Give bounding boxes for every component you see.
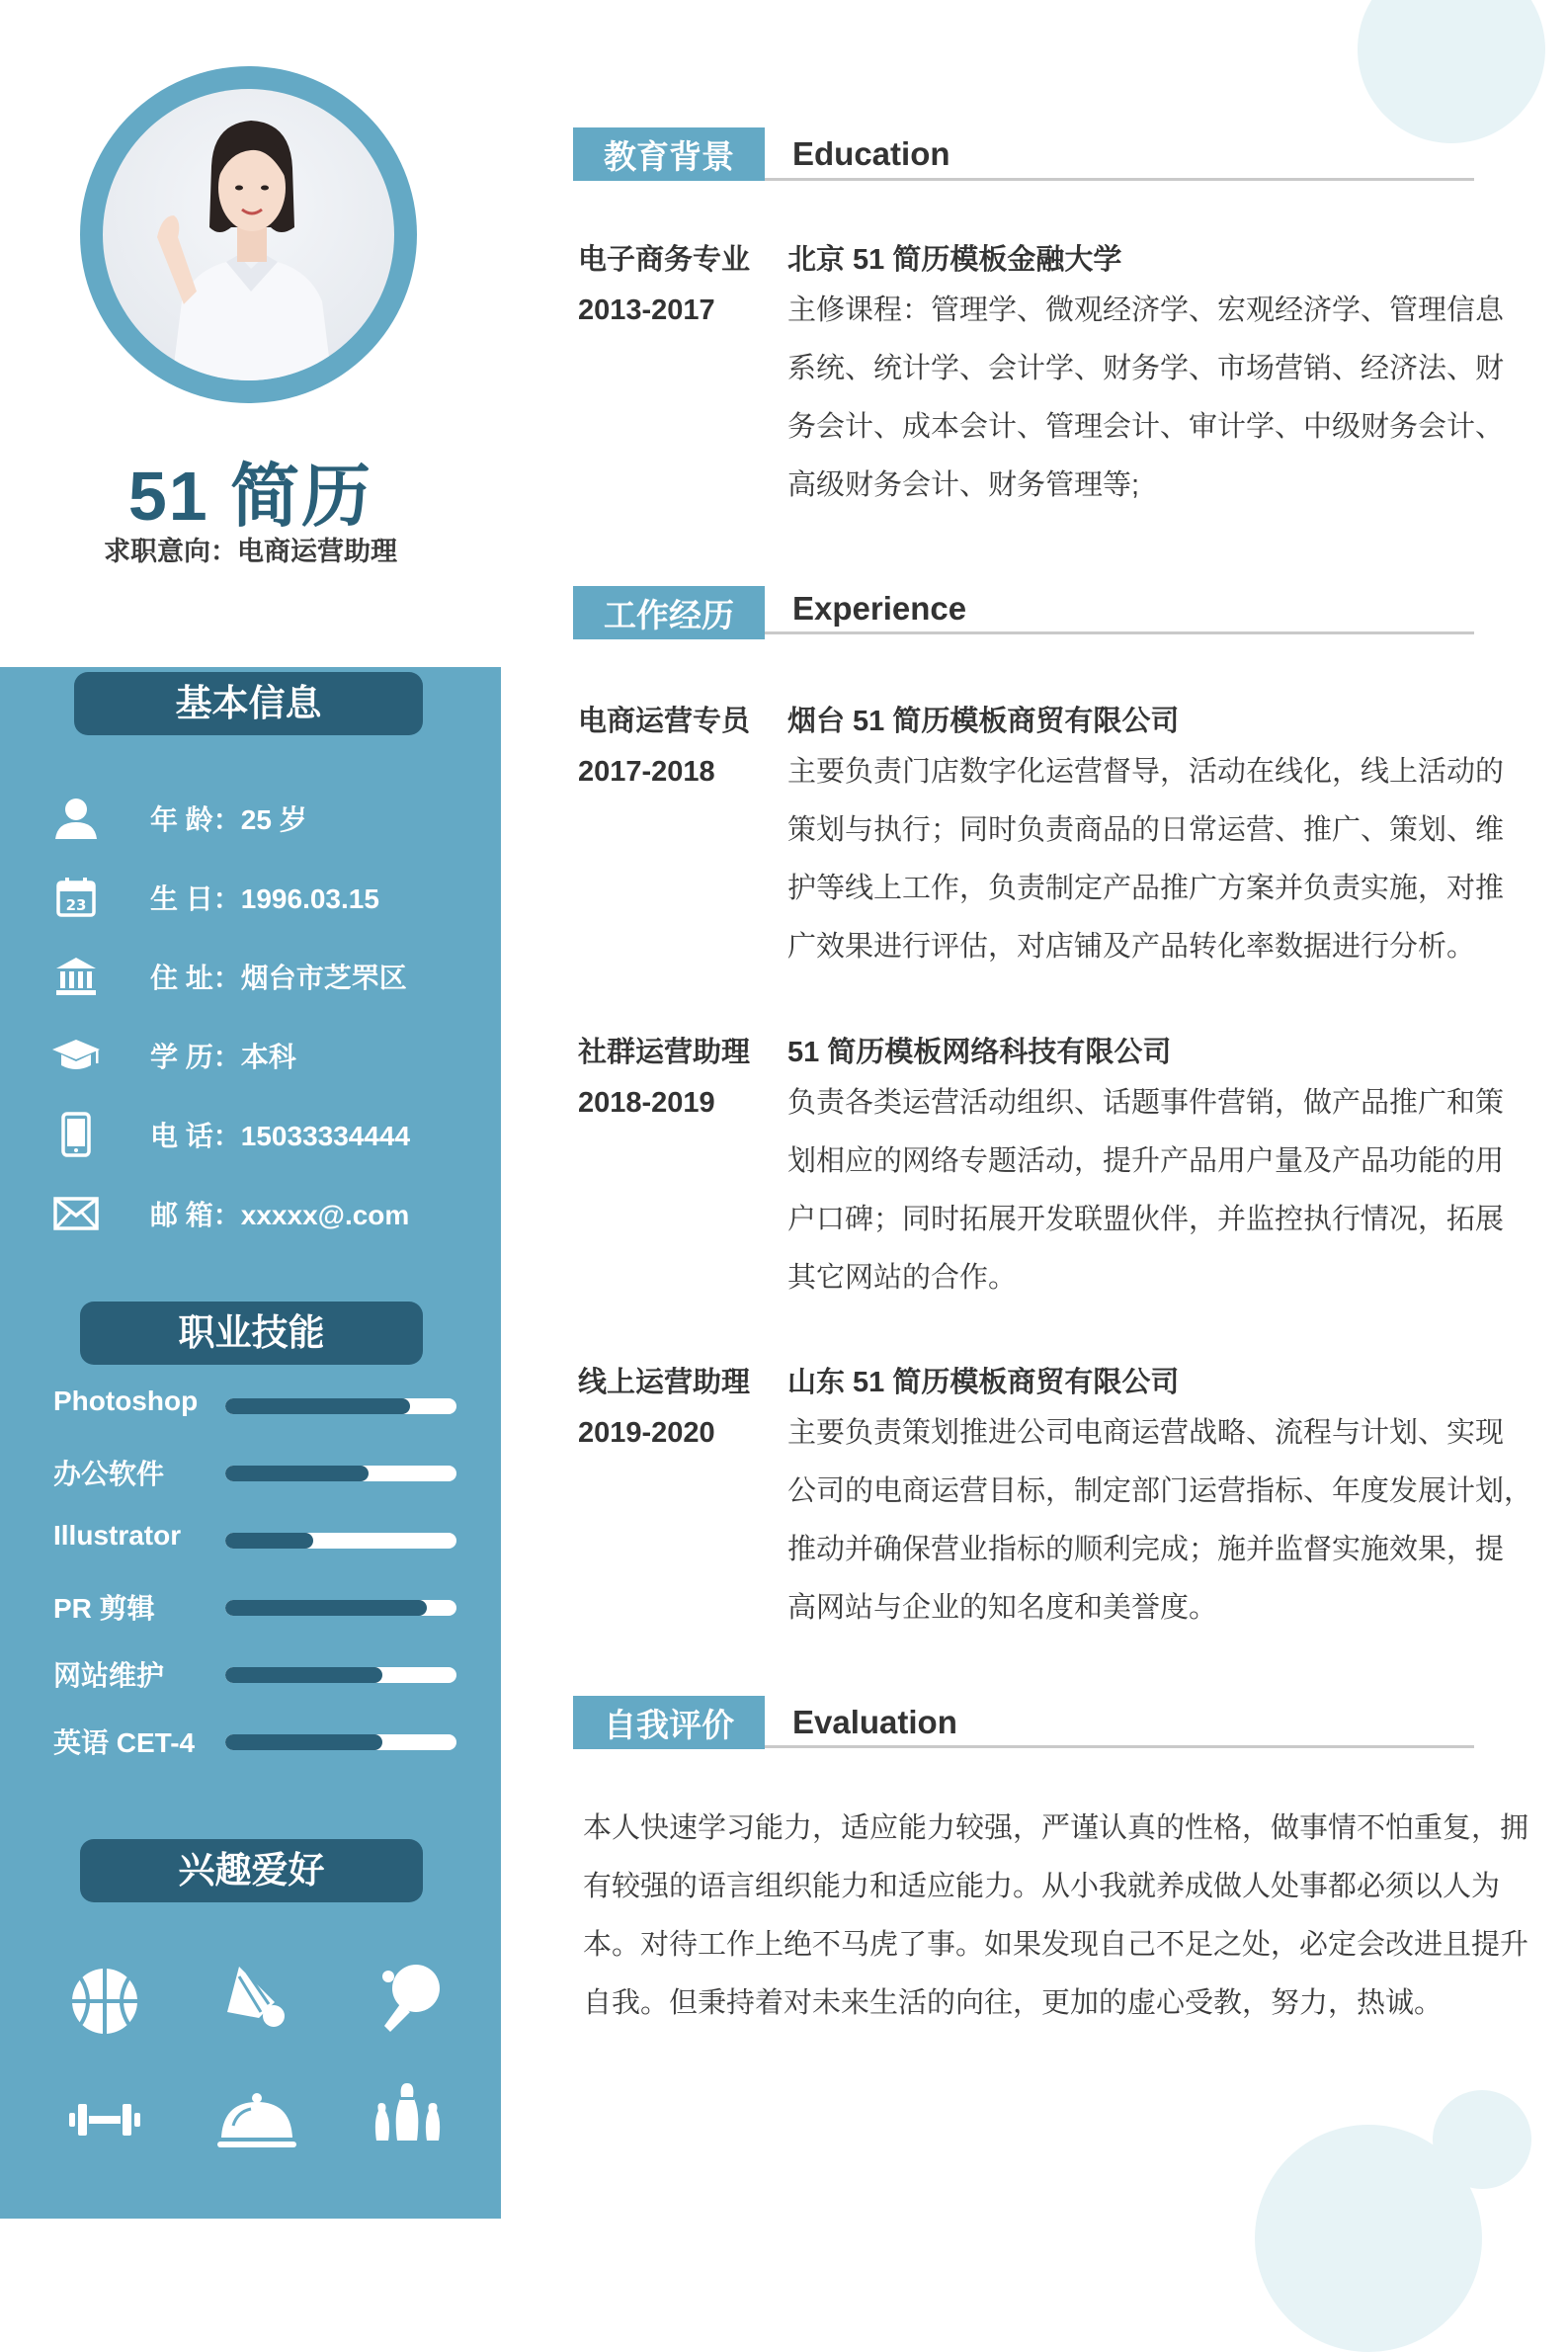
job-line: 其它网站的合作。 <box>787 1262 1018 1294</box>
education-major: 电子商务专业 <box>578 244 751 276</box>
education-school: 北京 51 简历模板金融大学 <box>787 244 1122 276</box>
job-line: 推动并确保营业指标的顺利完成；施并监督实施效果，提 <box>787 1534 1505 1565</box>
education-line: 高级财务会计、财务管理等; <box>787 469 1140 501</box>
experience-tab: 工作经历 <box>573 586 765 639</box>
job-years: 2018-2019 <box>578 1087 715 1119</box>
skill-bar <box>225 1466 456 1481</box>
hobbies-header: 兴趣爱好 <box>80 1839 423 1902</box>
info-row-phone <box>51 1110 410 1159</box>
skill-label: 网站维护 <box>53 1660 165 1691</box>
skill-row <box>53 1722 458 1761</box>
education-tab: 教育背景 <box>573 127 765 181</box>
job-role: 电商运营专员 <box>578 706 751 737</box>
education-divider <box>765 178 1474 181</box>
evaluation-tab: 自我评价 <box>573 1696 765 1749</box>
ping-pong-icon <box>371 1957 450 2036</box>
dumbbell-icon <box>65 2080 144 2159</box>
info-row-education <box>51 1031 296 1080</box>
job-role: 线上运营助理 <box>578 1367 751 1398</box>
skill-bar <box>225 1734 456 1750</box>
job-line: 划相应的网络专题活动，提升产品用户量及产品功能的用 <box>787 1145 1505 1177</box>
person-icon <box>51 794 101 843</box>
job-line: 公司的电商运营目标，制定部门运营指标、年度发展计划， <box>787 1475 1533 1507</box>
job-years: 2019-2020 <box>578 1417 715 1449</box>
education-years: 2013-2017 <box>578 294 715 326</box>
skill-row <box>53 1587 458 1627</box>
basketball-icon <box>65 1962 144 2041</box>
info-age: 年 龄：25 岁 <box>150 804 307 835</box>
evaluation-divider <box>765 1745 1474 1748</box>
job-line: 广效果进行评估，对店铺及产品转化率数据进行分析。 <box>787 931 1476 963</box>
skill-bar-fill <box>225 1734 382 1750</box>
basic-info-header: 基本信息 <box>74 672 423 735</box>
phone-icon <box>51 1110 101 1159</box>
job-role: 社群运营助理 <box>578 1037 751 1068</box>
info-education: 学 历：本科 <box>150 1042 296 1072</box>
info-phone: 电 话：15033334444 <box>150 1121 411 1151</box>
experience-title-en: Experience <box>792 590 967 627</box>
info-row-birthday <box>51 873 379 922</box>
graduation-cap-icon <box>51 1031 101 1080</box>
skills-header: 职业技能 <box>80 1302 423 1365</box>
mail-icon <box>51 1189 101 1238</box>
job-line: 高网站与企业的知名度和美誉度。 <box>787 1592 1218 1624</box>
job-line: 主要负责门店数字化运营督导，活动在线化，线上活动的 <box>787 756 1505 788</box>
calendar-icon <box>51 873 101 922</box>
skill-label: 办公软件 <box>53 1459 165 1489</box>
skill-label: 英语 CET-4 <box>53 1727 196 1758</box>
evaluation-text <box>583 1800 1528 2033</box>
decor-circle-bottom-small <box>1433 2090 1531 2189</box>
evaluation-line: 有较强的语言组织能力和适应能力。从小我就养成做人处事都必须以人为 <box>583 1871 1501 1902</box>
skill-bar <box>225 1533 456 1549</box>
evaluation-line: 本。对待工作上绝不马虎了事。如果发现自己不足之处，必定会改进且提升 <box>583 1929 1529 1961</box>
education-line: 务会计、成本会计、管理会计、审计学、中级财务会计、 <box>787 411 1505 443</box>
skill-row <box>53 1654 458 1694</box>
avatar <box>103 89 394 380</box>
evaluation-title-en: Evaluation <box>792 1704 957 1740</box>
info-address: 住 址：烟台市芝罘区 <box>150 963 407 993</box>
cloche-icon <box>215 2080 294 2159</box>
job-line: 策划与执行；同时负责商品的日常运营、推广、策划、维 <box>787 814 1505 846</box>
job-description <box>787 1074 1504 1307</box>
education-courses <box>787 282 1504 515</box>
skill-label: Illustrator <box>53 1520 182 1551</box>
skill-row <box>53 1453 458 1492</box>
decor-circle-top <box>1358 0 1545 143</box>
evaluation-line: 自我。但秉持着对未来生活的向往，更加的虚心受教，努力，热诚。 <box>583 1987 1444 2019</box>
skill-bar-fill <box>225 1466 369 1481</box>
experience-divider <box>765 631 1474 634</box>
job-description <box>787 1404 1532 1638</box>
skill-bar-fill <box>225 1667 382 1683</box>
job-line: 负责各类运营活动组织、话题事件营销，做产品推广和策 <box>787 1087 1505 1119</box>
education-title-en: Education <box>792 135 950 172</box>
skill-row <box>53 1520 458 1559</box>
job-intent: 求职意向：电商运营助理 <box>104 537 397 566</box>
skill-row <box>53 1386 458 1425</box>
skill-bar-fill <box>225 1533 313 1549</box>
info-email: 邮 箱：xxxxx@.com <box>150 1200 410 1230</box>
job-line: 护等线上工作，负责制定产品推广方案并负责实施，对推 <box>787 873 1505 904</box>
job-line: 主要负责策划推进公司电商运营战略、流程与计划、实现 <box>787 1417 1505 1449</box>
badminton-icon <box>217 1957 296 2036</box>
skill-bar <box>225 1600 456 1616</box>
info-row-address <box>51 952 407 1001</box>
skill-bar-fill <box>225 1600 427 1616</box>
job-company: 51 简历模板网络科技有限公司 <box>787 1037 1172 1068</box>
skill-bar <box>225 1667 456 1683</box>
skill-label: PR 剪辑 <box>53 1593 155 1624</box>
candidate-name: 51 简历 <box>127 458 373 535</box>
job-line: 户口碑；同时拓展开发联盟伙伴，并监控执行情况，拓展 <box>787 1204 1505 1235</box>
education-line: 系统、统计学、会计学、财务学、市场营销、经济法、财 <box>787 353 1505 384</box>
avatar-portrait <box>103 89 394 380</box>
building-icon <box>51 952 101 1001</box>
bowling-icon <box>368 2075 447 2154</box>
skill-label: Photoshop <box>53 1386 199 1416</box>
job-company: 山东 51 简历模板商贸有限公司 <box>787 1367 1180 1398</box>
education-line: 主修课程：管理学、微观经济学、宏观经济学、管理信息 <box>787 294 1505 326</box>
info-row-email <box>51 1189 409 1238</box>
job-description <box>787 743 1504 976</box>
info-row-age <box>51 794 307 843</box>
info-birthday: 生 日：1996.03.15 <box>150 883 379 914</box>
skill-bar-fill <box>225 1398 410 1414</box>
evaluation-line: 本人快速学习能力，适应能力较强，严谨认真的性格，做事情不怕重复，拥 <box>583 1812 1529 1844</box>
skill-bar <box>225 1398 456 1414</box>
job-years: 2017-2018 <box>578 756 715 788</box>
job-company: 烟台 51 简历模板商贸有限公司 <box>787 706 1180 737</box>
calendar-day: 23 <box>65 896 87 914</box>
